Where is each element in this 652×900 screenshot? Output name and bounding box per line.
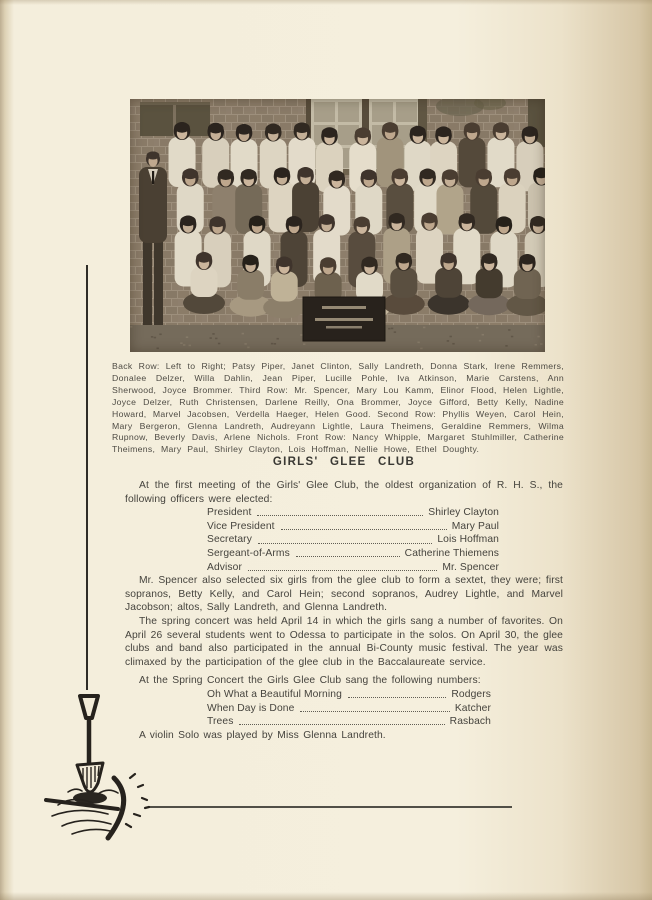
officer-row: [207, 547, 499, 561]
song-composer: Rodgers: [451, 688, 491, 700]
officer-row: [207, 506, 499, 520]
officer-row: [207, 533, 499, 547]
concert-paragraph: The spring concert was held April 14 in which the girls sang a number of favorites. On April 26 several students went to Odessa to participate in the solos. On April 30, the glee clubs and band also participated in the annual Bi-County music festival. The year was climaxed by the participation of the glee club in the Baccalaureate service.: [125, 615, 563, 668]
song-list: [207, 688, 491, 729]
song-title: Oh What a Beautiful Morning: [207, 688, 342, 700]
photo-caption: Back Row: Left to Right; Patsy Piper, Janet Clinton, Sally Landreth, Donna Stark, Irene Remmers, Donalee Delzer, Willa Dahlin, Jean Piper, Lucille Pohle, Iva Atkinson, Marie Carstens, Ann Sherwood, Joyce Brommer. Third Row: Mr. Spencer, Mary Lou Kamm, Elinor Flood, Helen Lightle, Joyce Delzer, Ruth Christensen, Darlene Reilly, Ona Brommer, Joyce Gifford, Betty Kelly, Nadine Howard, Marvel Jacobsen, Verdella Haeger, Helen Good. Second Row: Phyllis Weyen, Carol Hein, Mary Bergeron, Glenna Landreth, Audreyann Lightle, Laura Theimens, Geraldine Remmers, Wilma Rupnow, Beverly Davis, Arlene Nichols. Front Row: Nancy Whipple, Margaret Stuhlmiller, Catherine Theimens, Mary Paul, Shirley Clayton, Lois Hoffman, Nellie Howe, Ethel Doughty.: [112, 361, 564, 455]
officer-title: Vice President: [207, 520, 275, 532]
officer-name: Lois Hoffman: [437, 534, 499, 546]
officer-title: President: [207, 507, 252, 519]
dotted-leader: [257, 515, 423, 516]
intro-paragraph: At the first meeting of the Girls' Glee Club, the oldest organization of R. H. S., the following officers were elected:: [125, 480, 563, 505]
song-row: [207, 715, 491, 729]
officer-name: Catherine Thiemens: [404, 547, 499, 559]
numbers-intro-paragraph: At the Spring Concert the Girls Glee Club sang the following numbers:: [139, 675, 481, 687]
officer-title: Advisor: [207, 561, 243, 573]
dotted-leader: [281, 529, 447, 530]
officer-name: Mary Paul: [451, 520, 499, 532]
dotted-leader: [296, 556, 400, 557]
song-composer: Katcher: [454, 702, 491, 714]
article-column: [125, 456, 563, 742]
officer-name: Mr. Spencer: [442, 561, 499, 573]
officer-title: Sergeant-of-Arms: [207, 547, 290, 559]
song-row: [207, 688, 491, 702]
shovel-and-pickaxe-doodle: [38, 688, 168, 843]
dirt-flecks: [126, 774, 149, 827]
group-photo-illustration: [130, 99, 545, 352]
officer-title: Secretary: [207, 534, 252, 546]
sextet-paragraph: Mr. Spencer also selected six girls from the glee club to form a sextet, they were; first sopranos, Betty Kelly, and Carol Hein; second sopranos, Audrey Lightle, and Marvel Jacobson; altos, Sally Landreth, and Glenna Landreth.: [125, 575, 563, 614]
violin-paragraph: A violin Solo was played by Miss Glenna Landreth.: [139, 729, 386, 741]
glee-club-photo: [130, 99, 545, 352]
song-title: When Day is Done: [207, 702, 295, 714]
officer-name: Shirley Clayton: [428, 507, 499, 519]
song-composer: Rasbach: [449, 716, 491, 728]
dotted-leader: [239, 724, 444, 725]
decorative-horizontal-rule: [148, 806, 512, 808]
dotted-leader: [300, 711, 449, 712]
page-title: GIRLS' GLEE CLUB: [272, 456, 416, 468]
dotted-leader: [258, 543, 432, 544]
song-row: [207, 702, 491, 716]
dotted-leader: [248, 570, 437, 571]
decorative-vertical-rule: [86, 265, 88, 690]
shovel-grip: [80, 696, 98, 718]
officer-row: [207, 561, 499, 575]
page-edge-top: [0, 0, 652, 5]
page-edge-bottom: [0, 892, 652, 900]
officer-list: [207, 506, 499, 574]
song-title: Trees: [207, 716, 234, 728]
dotted-leader: [348, 697, 446, 698]
officer-row: [207, 520, 499, 534]
